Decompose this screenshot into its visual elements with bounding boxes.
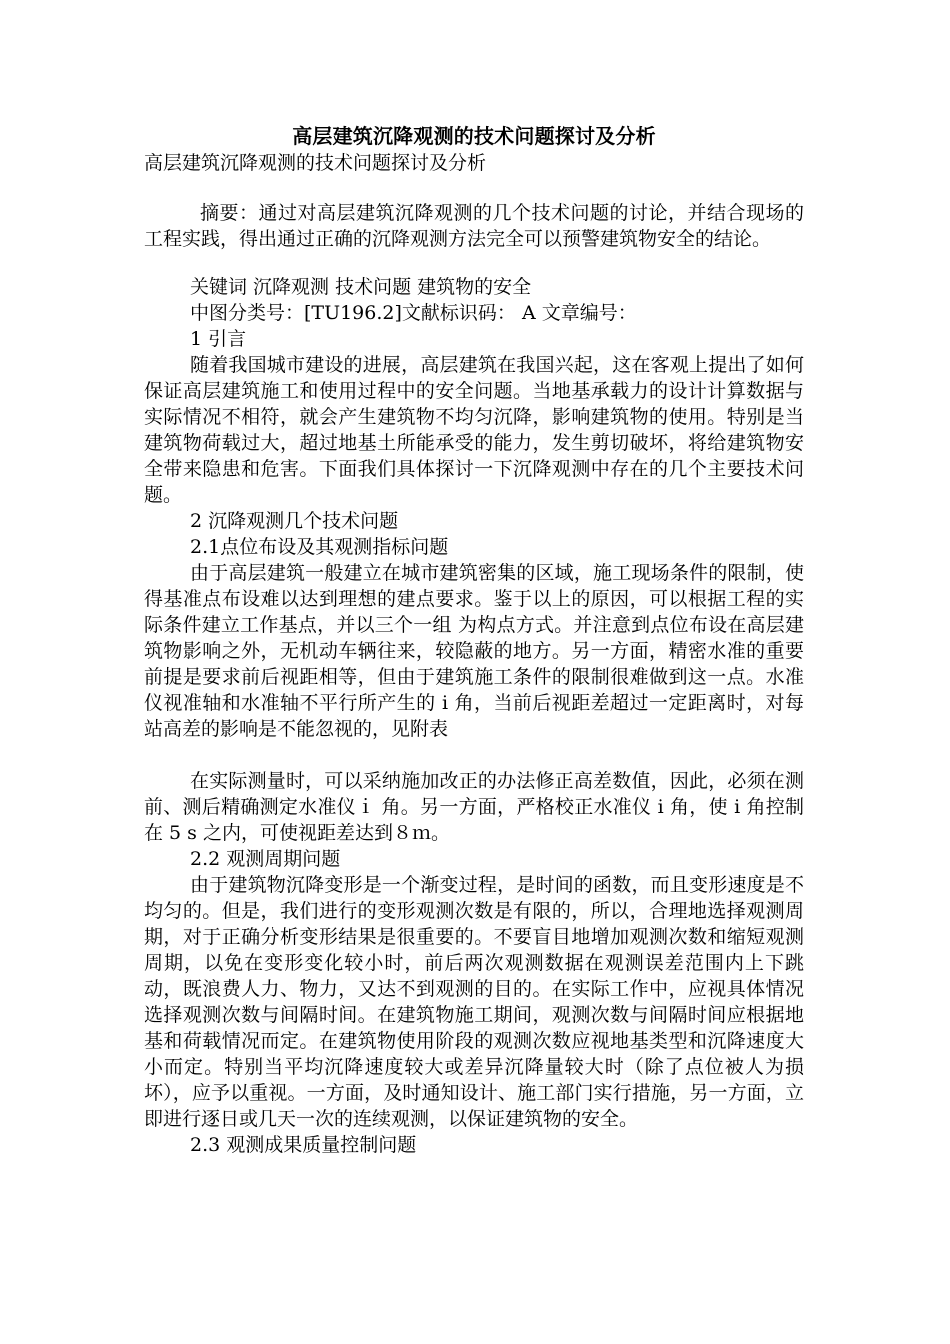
section-1-paragraph: 随着我国城市建设的进展，高层建筑在我国兴起，这在客观上提出了如何保证高层建筑施工和使用过程中的安全问题。当地基承载力的设计计算数据与实际情况不相符，就会产生建筑物不均匀沉降，影响建筑物的使用。特别是当建筑物荷载过大，超过地基土所能承受的能力，发生剪切破坏，将给建筑物安全带来隐患和危害。下面我们具体探讨一下沉降观测中存在的几个主要技术问题。 [144, 354, 804, 506]
section-2-3-heading: 2.3 观测成果质量控制问题 [190, 1134, 417, 1156]
document-page [144, 122, 804, 1158]
classification-line: 中图分类号：[TU196.2]文献标识码： A 文章编号： [190, 302, 637, 324]
document-title: 高层建筑沉降观测的技术问题探讨及分析 [292, 124, 656, 148]
section-1-heading: 1 引言 [190, 328, 247, 350]
keywords-line: 关键词 沉降观测 技术问题 建筑物的安全 [190, 276, 532, 298]
document-subtitle: 高层建筑沉降观测的技术问题探讨及分析 [144, 152, 487, 174]
blank-line [144, 742, 804, 768]
abstract-paragraph: 摘要：通过对高层建筑沉降观测的几个技术问题的讨论，并结合现场的工程实践，得出通过正确的沉降观测方法完全可以预警建筑物安全的结论。 [144, 202, 804, 250]
section-2-1-paragraph: 由于高层建筑一般建立在城市建筑密集的区域，施工现场条件的限制，使得基准点布设难以达到理想的建点要求。鉴于以上的原因，可以根据工程的实际条件建立工作基点，并以三个一组 为构点方式。并注意到点位布设在高层建筑物影响之外，无机动车辆往来，较隐蔽的地方。另一方面，精密水准的重要前提是要求前后视距相等，但由于建筑施工条件的限制很难做到这一点。水准仪视准轴和水准轴不平行所产生的 i 角，当前后视距差超过一定距离时，对每站高差的影响是不能忽视的，见附表 [144, 562, 804, 740]
section-2-1-heading: 2.1点位布设及其观测指标问题 [190, 536, 449, 558]
section-2-1-paragraph-2: 在实际测量时，可以采纳施加改正的办法修正高差数值，因此，必须在测前、测后精确测定水准仪ｉ 角。另一方面，严格校正水准仪 i 角，使 i 角控制在 5 s 之内，可使视距差达到８ｍ。 [144, 770, 804, 844]
section-2-heading: 2 沉降观测几个技术问题 [190, 510, 399, 532]
section-2-2-heading: 2.2 观测周期问题 [190, 848, 341, 870]
section-2-2-paragraph: 由于建筑物沉降变形是一个渐变过程，是时间的函数，而且变形速度是不均匀的。但是，我们进行的变形观测次数是有限的，所以，合理地选择观测周期，对于正确分析变形结果是很重要的。不要盲目地增加观测次数和缩短观测周期，以免在变形变化较小时，前后两次观测数据在观测误差范围内上下跳动，既浪费人力、物力，又达不到观测的目的。在实际工作中，应视具体情况选择观测次数与间隔时间。在建筑物施工期间，观测次数与间隔时间应根据地基和荷载情况而定。在建筑物使用阶段的观测次数应视地基类型和沉降速度大小而定。特别当平均沉降速度较大或差异沉降量较大时（除了点位被人为损坏），应予以重视。一方面，及时通知设计、施工部门实行措施，另一方面，立即进行逐日或几天一次的连续观测，以保证建筑物的安全。 [144, 874, 804, 1130]
